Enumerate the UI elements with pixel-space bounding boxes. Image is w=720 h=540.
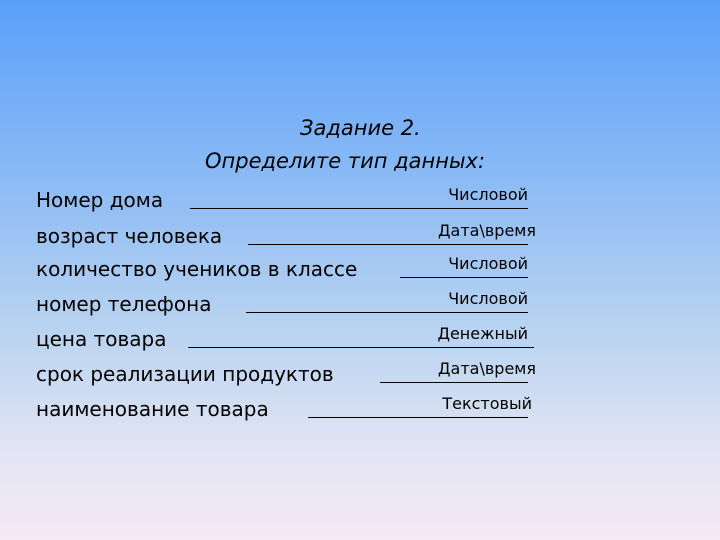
answer-text: Числовой — [448, 185, 528, 204]
answer-blank — [246, 312, 528, 313]
answer-blank — [380, 382, 528, 383]
question-label: количество учеников в классе — [36, 257, 358, 281]
answer-text: Денежный — [437, 324, 528, 343]
question-label: номер телефона — [36, 292, 212, 316]
question-label: возраст человека — [36, 224, 223, 248]
question-row — [36, 356, 536, 386]
answer-blank — [188, 347, 534, 348]
question-label: цена товара — [36, 327, 167, 351]
answer-text: Текстовый — [442, 394, 532, 413]
question-label: срок реализации продуктов — [36, 362, 334, 386]
question-row — [36, 321, 536, 351]
task-title: Задание 2. — [300, 116, 421, 140]
answer-text: Числовой — [448, 289, 528, 308]
answer-text: Дата\время — [438, 359, 536, 378]
question-row — [36, 251, 536, 281]
task-instruction: Определите тип данных: — [205, 149, 486, 173]
answer-blank — [248, 244, 528, 245]
answer-blank — [308, 417, 528, 418]
question-label: наименование товара — [36, 397, 269, 421]
question-row — [36, 182, 536, 212]
answer-text: Числовой — [448, 254, 528, 273]
question-row — [36, 218, 536, 248]
question-label: Номер дома — [36, 188, 164, 212]
question-row — [36, 391, 536, 421]
answer-blank — [400, 277, 528, 278]
answer-text: Дата\время — [438, 221, 536, 240]
answer-blank — [190, 208, 528, 209]
question-row — [36, 286, 536, 316]
